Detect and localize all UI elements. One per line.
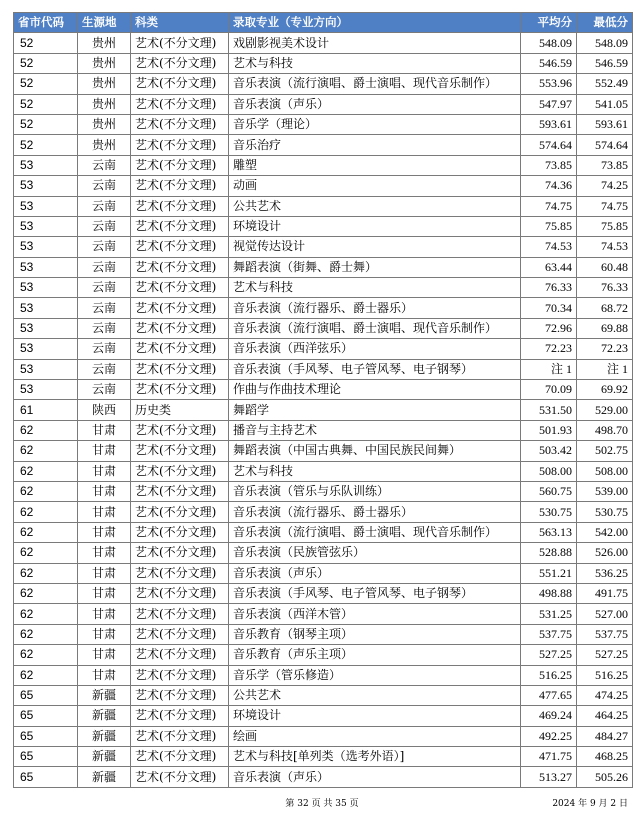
cell-origin: 云南 bbox=[78, 155, 131, 175]
cell-major: 视觉传达设计 bbox=[229, 237, 521, 257]
cell-province-code: 62 bbox=[14, 543, 78, 563]
table-row bbox=[14, 604, 633, 624]
cell-category: 艺术(不分文理) bbox=[131, 359, 229, 379]
cell-major: 舞蹈表演（中国古典舞、中国民族民间舞） bbox=[229, 441, 521, 461]
cell-lowest-score: 464.25 bbox=[577, 706, 633, 726]
cell-province-code: 53 bbox=[14, 257, 78, 277]
cell-category: 艺术(不分文理) bbox=[131, 665, 229, 685]
cell-average-score: 74.53 bbox=[521, 237, 577, 257]
cell-origin: 陕西 bbox=[78, 400, 131, 420]
cell-average-score: 530.75 bbox=[521, 502, 577, 522]
cell-province-code: 62 bbox=[14, 461, 78, 481]
cell-average-score: 553.96 bbox=[521, 74, 577, 94]
cell-origin: 云南 bbox=[78, 359, 131, 379]
cell-average-score: 75.85 bbox=[521, 216, 577, 236]
cell-province-code: 53 bbox=[14, 237, 78, 257]
cell-province-code: 53 bbox=[14, 298, 78, 318]
cell-major: 雕塑 bbox=[229, 155, 521, 175]
cell-category: 艺术(不分文理) bbox=[131, 94, 229, 114]
page-footer bbox=[0, 793, 644, 811]
cell-lowest-score: 527.25 bbox=[577, 645, 633, 665]
cell-lowest-score: 530.75 bbox=[577, 502, 633, 522]
cell-major: 公共艺术 bbox=[229, 196, 521, 216]
cell-province-code: 52 bbox=[14, 114, 78, 134]
cell-major: 动画 bbox=[229, 176, 521, 196]
cell-lowest-score: 73.85 bbox=[577, 155, 633, 175]
cell-lowest-score: 72.23 bbox=[577, 339, 633, 359]
cell-average-score: 72.96 bbox=[521, 318, 577, 338]
cell-category: 艺术(不分文理) bbox=[131, 502, 229, 522]
cell-province-code: 65 bbox=[14, 685, 78, 705]
cell-average-score: 531.25 bbox=[521, 604, 577, 624]
cell-category: 艺术(不分文理) bbox=[131, 135, 229, 155]
cell-origin: 新疆 bbox=[78, 767, 131, 787]
table-row bbox=[14, 624, 633, 644]
table-row bbox=[14, 502, 633, 522]
cell-province-code: 62 bbox=[14, 502, 78, 522]
cell-major: 音乐表演（声乐） bbox=[229, 94, 521, 114]
cell-major: 艺术与科技 bbox=[229, 53, 521, 73]
cell-average-score: 516.25 bbox=[521, 665, 577, 685]
cell-origin: 云南 bbox=[78, 176, 131, 196]
cell-lowest-score: 542.00 bbox=[577, 522, 633, 542]
cell-average-score: 498.88 bbox=[521, 583, 577, 603]
cell-category: 艺术(不分文理) bbox=[131, 706, 229, 726]
cell-origin: 甘肃 bbox=[78, 645, 131, 665]
table-row bbox=[14, 237, 633, 257]
cell-origin: 甘肃 bbox=[78, 502, 131, 522]
cell-province-code: 52 bbox=[14, 53, 78, 73]
cell-category: 艺术(不分文理) bbox=[131, 318, 229, 338]
table-row bbox=[14, 563, 633, 583]
cell-province-code: 52 bbox=[14, 135, 78, 155]
cell-lowest-score: 484.27 bbox=[577, 726, 633, 746]
print-date: 2024 年 9 月 2 日 bbox=[552, 799, 628, 809]
cell-province-code: 62 bbox=[14, 420, 78, 440]
admission-scores-sheet bbox=[13, 12, 632, 788]
cell-major: 音乐表演（民族管弦乐） bbox=[229, 543, 521, 563]
cell-average-score: 574.64 bbox=[521, 135, 577, 155]
cell-average-score: 560.75 bbox=[521, 481, 577, 501]
cell-origin: 贵州 bbox=[78, 53, 131, 73]
cell-major: 环境设计 bbox=[229, 216, 521, 236]
cell-average-score: 76.33 bbox=[521, 278, 577, 298]
cell-average-score: 547.97 bbox=[521, 94, 577, 114]
table-row bbox=[14, 645, 633, 665]
table-row bbox=[14, 583, 633, 603]
cell-category: 艺术(不分文理) bbox=[131, 481, 229, 501]
cell-lowest-score: 491.75 bbox=[577, 583, 633, 603]
cell-province-code: 52 bbox=[14, 33, 78, 53]
cell-average-score: 471.75 bbox=[521, 747, 577, 767]
table-row bbox=[14, 400, 633, 420]
cell-lowest-score: 526.00 bbox=[577, 543, 633, 563]
cell-lowest-score: 74.75 bbox=[577, 196, 633, 216]
cell-major: 音乐教育（声乐主项） bbox=[229, 645, 521, 665]
table-row bbox=[14, 522, 633, 542]
cell-average-score: 537.75 bbox=[521, 624, 577, 644]
cell-lowest-score: 593.61 bbox=[577, 114, 633, 134]
cell-major: 音乐表演（手风琴、电子管风琴、电子钢琴） bbox=[229, 583, 521, 603]
page-number: 第 32 页 共 35 页 bbox=[285, 799, 359, 809]
cell-province-code: 52 bbox=[14, 74, 78, 94]
cell-category: 艺术(不分文理) bbox=[131, 257, 229, 277]
cell-major: 音乐教育（钢琴主项） bbox=[229, 624, 521, 644]
table-row bbox=[14, 94, 633, 114]
cell-lowest-score: 74.53 bbox=[577, 237, 633, 257]
cell-category: 艺术(不分文理) bbox=[131, 583, 229, 603]
cell-origin: 甘肃 bbox=[78, 441, 131, 461]
cell-average-score: 501.93 bbox=[521, 420, 577, 440]
cell-average-score: 528.88 bbox=[521, 543, 577, 563]
cell-average-score: 74.75 bbox=[521, 196, 577, 216]
header-origin: 生源地 bbox=[78, 13, 131, 33]
cell-lowest-score: 552.49 bbox=[577, 74, 633, 94]
cell-lowest-score: 498.70 bbox=[577, 420, 633, 440]
cell-category: 艺术(不分文理) bbox=[131, 278, 229, 298]
cell-average-score: 531.50 bbox=[521, 400, 577, 420]
cell-origin: 甘肃 bbox=[78, 420, 131, 440]
cell-category: 艺术(不分文理) bbox=[131, 441, 229, 461]
cell-major: 音乐表演（管乐与乐队训练） bbox=[229, 481, 521, 501]
table-row bbox=[14, 318, 633, 338]
cell-major: 音乐表演（声乐） bbox=[229, 563, 521, 583]
cell-category: 艺术(不分文理) bbox=[131, 298, 229, 318]
cell-major: 公共艺术 bbox=[229, 685, 521, 705]
cell-province-code: 65 bbox=[14, 767, 78, 787]
table-header-row bbox=[14, 13, 633, 33]
cell-major: 音乐表演（手风琴、电子管风琴、电子钢琴） bbox=[229, 359, 521, 379]
cell-province-code: 62 bbox=[14, 665, 78, 685]
table-row bbox=[14, 257, 633, 277]
table-row bbox=[14, 114, 633, 134]
cell-category: 艺术(不分文理) bbox=[131, 726, 229, 746]
cell-major: 音乐治疗 bbox=[229, 135, 521, 155]
table-row bbox=[14, 278, 633, 298]
table-row bbox=[14, 481, 633, 501]
cell-lowest-score: 60.48 bbox=[577, 257, 633, 277]
cell-lowest-score: 574.64 bbox=[577, 135, 633, 155]
cell-average-score: 548.09 bbox=[521, 33, 577, 53]
cell-province-code: 61 bbox=[14, 400, 78, 420]
header-category: 科类 bbox=[131, 13, 229, 33]
cell-major: 音乐表演（流行器乐、爵士器乐） bbox=[229, 298, 521, 318]
cell-lowest-score: 529.00 bbox=[577, 400, 633, 420]
cell-major: 艺术与科技[单列类（选考外语）] bbox=[229, 747, 521, 767]
table-row bbox=[14, 216, 633, 236]
cell-category: 艺术(不分文理) bbox=[131, 604, 229, 624]
cell-category: 艺术(不分文理) bbox=[131, 114, 229, 134]
table-row bbox=[14, 74, 633, 94]
cell-major: 艺术与科技 bbox=[229, 278, 521, 298]
cell-category: 艺术(不分文理) bbox=[131, 155, 229, 175]
cell-average-score: 503.42 bbox=[521, 441, 577, 461]
cell-province-code: 53 bbox=[14, 339, 78, 359]
cell-category: 艺术(不分文理) bbox=[131, 33, 229, 53]
cell-category: 艺术(不分文理) bbox=[131, 624, 229, 644]
cell-origin: 新疆 bbox=[78, 706, 131, 726]
cell-major: 舞蹈学 bbox=[229, 400, 521, 420]
table-row bbox=[14, 135, 633, 155]
cell-average-score: 注 1 bbox=[521, 359, 577, 379]
cell-category: 艺术(不分文理) bbox=[131, 563, 229, 583]
cell-lowest-score: 546.59 bbox=[577, 53, 633, 73]
cell-category: 艺术(不分文理) bbox=[131, 176, 229, 196]
cell-province-code: 53 bbox=[14, 380, 78, 400]
cell-category: 艺术(不分文理) bbox=[131, 216, 229, 236]
header-lowest-score: 最低分 bbox=[577, 13, 633, 33]
header-province-code: 省市代码 bbox=[14, 13, 78, 33]
cell-origin: 云南 bbox=[78, 196, 131, 216]
cell-province-code: 53 bbox=[14, 196, 78, 216]
cell-category: 艺术(不分文理) bbox=[131, 74, 229, 94]
table-row bbox=[14, 33, 633, 53]
table-row bbox=[14, 665, 633, 685]
cell-average-score: 527.25 bbox=[521, 645, 577, 665]
cell-lowest-score: 68.72 bbox=[577, 298, 633, 318]
cell-province-code: 62 bbox=[14, 563, 78, 583]
cell-lowest-score: 539.00 bbox=[577, 481, 633, 501]
cell-origin: 甘肃 bbox=[78, 522, 131, 542]
cell-category: 艺术(不分文理) bbox=[131, 522, 229, 542]
cell-origin: 云南 bbox=[78, 318, 131, 338]
cell-origin: 甘肃 bbox=[78, 583, 131, 603]
cell-lowest-score: 74.25 bbox=[577, 176, 633, 196]
header-major: 录取专业（专业方向） bbox=[229, 13, 521, 33]
table-row bbox=[14, 685, 633, 705]
cell-category: 艺术(不分文理) bbox=[131, 461, 229, 481]
cell-average-score: 477.65 bbox=[521, 685, 577, 705]
table-row bbox=[14, 543, 633, 563]
cell-province-code: 53 bbox=[14, 278, 78, 298]
cell-major: 作曲与作曲技术理论 bbox=[229, 380, 521, 400]
cell-province-code: 52 bbox=[14, 94, 78, 114]
cell-lowest-score: 527.00 bbox=[577, 604, 633, 624]
cell-origin: 云南 bbox=[78, 278, 131, 298]
cell-origin: 贵州 bbox=[78, 135, 131, 155]
cell-major: 艺术与科技 bbox=[229, 461, 521, 481]
table-row bbox=[14, 53, 633, 73]
cell-province-code: 62 bbox=[14, 604, 78, 624]
cell-category: 艺术(不分文理) bbox=[131, 543, 229, 563]
cell-average-score: 563.13 bbox=[521, 522, 577, 542]
cell-origin: 甘肃 bbox=[78, 563, 131, 583]
cell-major: 音乐表演（西洋弦乐） bbox=[229, 339, 521, 359]
cell-major: 音乐表演（声乐） bbox=[229, 767, 521, 787]
cell-origin: 云南 bbox=[78, 257, 131, 277]
cell-origin: 甘肃 bbox=[78, 481, 131, 501]
table-row bbox=[14, 441, 633, 461]
table-row bbox=[14, 420, 633, 440]
cell-lowest-score: 76.33 bbox=[577, 278, 633, 298]
cell-origin: 甘肃 bbox=[78, 461, 131, 481]
cell-lowest-score: 541.05 bbox=[577, 94, 633, 114]
cell-lowest-score: 69.88 bbox=[577, 318, 633, 338]
cell-category: 艺术(不分文理) bbox=[131, 420, 229, 440]
cell-category: 艺术(不分文理) bbox=[131, 645, 229, 665]
cell-category: 艺术(不分文理) bbox=[131, 237, 229, 257]
cell-lowest-score: 468.25 bbox=[577, 747, 633, 767]
cell-province-code: 53 bbox=[14, 318, 78, 338]
cell-province-code: 53 bbox=[14, 176, 78, 196]
cell-category: 历史类 bbox=[131, 400, 229, 420]
cell-average-score: 70.34 bbox=[521, 298, 577, 318]
cell-origin: 贵州 bbox=[78, 114, 131, 134]
cell-origin: 云南 bbox=[78, 237, 131, 257]
cell-category: 艺术(不分文理) bbox=[131, 380, 229, 400]
cell-origin: 新疆 bbox=[78, 726, 131, 746]
cell-major: 舞蹈表演（街舞、爵士舞） bbox=[229, 257, 521, 277]
cell-average-score: 469.24 bbox=[521, 706, 577, 726]
cell-province-code: 62 bbox=[14, 645, 78, 665]
cell-origin: 新疆 bbox=[78, 685, 131, 705]
cell-average-score: 70.09 bbox=[521, 380, 577, 400]
cell-major: 音乐学（理论） bbox=[229, 114, 521, 134]
cell-origin: 云南 bbox=[78, 298, 131, 318]
cell-province-code: 62 bbox=[14, 583, 78, 603]
cell-province-code: 65 bbox=[14, 747, 78, 767]
header-average-score: 平均分 bbox=[521, 13, 577, 33]
cell-lowest-score: 505.26 bbox=[577, 767, 633, 787]
cell-province-code: 53 bbox=[14, 216, 78, 236]
table-row bbox=[14, 767, 633, 787]
cell-average-score: 513.27 bbox=[521, 767, 577, 787]
cell-origin: 贵州 bbox=[78, 33, 131, 53]
cell-origin: 甘肃 bbox=[78, 624, 131, 644]
cell-average-score: 73.85 bbox=[521, 155, 577, 175]
table-row bbox=[14, 726, 633, 746]
cell-lowest-score: 516.25 bbox=[577, 665, 633, 685]
cell-origin: 云南 bbox=[78, 380, 131, 400]
cell-major: 绘画 bbox=[229, 726, 521, 746]
table-row bbox=[14, 339, 633, 359]
cell-province-code: 62 bbox=[14, 441, 78, 461]
cell-province-code: 65 bbox=[14, 706, 78, 726]
cell-major: 音乐表演（流行器乐、爵士器乐） bbox=[229, 502, 521, 522]
cell-lowest-score: 548.09 bbox=[577, 33, 633, 53]
cell-origin: 云南 bbox=[78, 339, 131, 359]
table-row bbox=[14, 196, 633, 216]
cell-lowest-score: 536.25 bbox=[577, 563, 633, 583]
cell-average-score: 551.21 bbox=[521, 563, 577, 583]
table-row bbox=[14, 706, 633, 726]
cell-category: 艺术(不分文理) bbox=[131, 685, 229, 705]
cell-average-score: 63.44 bbox=[521, 257, 577, 277]
cell-major: 音乐表演（流行演唱、爵士演唱、现代音乐制作） bbox=[229, 522, 521, 542]
cell-category: 艺术(不分文理) bbox=[131, 747, 229, 767]
table-row bbox=[14, 359, 633, 379]
cell-origin: 云南 bbox=[78, 216, 131, 236]
cell-lowest-score: 508.00 bbox=[577, 461, 633, 481]
cell-category: 艺术(不分文理) bbox=[131, 196, 229, 216]
cell-average-score: 72.23 bbox=[521, 339, 577, 359]
cell-category: 艺术(不分文理) bbox=[131, 767, 229, 787]
cell-major: 音乐表演（西洋木管） bbox=[229, 604, 521, 624]
cell-lowest-score: 75.85 bbox=[577, 216, 633, 236]
table-row bbox=[14, 380, 633, 400]
cell-province-code: 62 bbox=[14, 522, 78, 542]
cell-origin: 贵州 bbox=[78, 94, 131, 114]
cell-lowest-score: 537.75 bbox=[577, 624, 633, 644]
cell-lowest-score: 注 1 bbox=[577, 359, 633, 379]
cell-origin: 甘肃 bbox=[78, 665, 131, 685]
cell-major: 播音与主持艺术 bbox=[229, 420, 521, 440]
cell-lowest-score: 502.75 bbox=[577, 441, 633, 461]
table-row bbox=[14, 155, 633, 175]
cell-major: 音乐学（管乐修造） bbox=[229, 665, 521, 685]
cell-lowest-score: 474.25 bbox=[577, 685, 633, 705]
cell-province-code: 53 bbox=[14, 155, 78, 175]
cell-category: 艺术(不分文理) bbox=[131, 339, 229, 359]
admission-scores-table bbox=[13, 12, 633, 788]
cell-average-score: 74.36 bbox=[521, 176, 577, 196]
cell-major: 音乐表演（流行演唱、爵士演唱、现代音乐制作） bbox=[229, 318, 521, 338]
cell-average-score: 508.00 bbox=[521, 461, 577, 481]
cell-origin: 甘肃 bbox=[78, 604, 131, 624]
table-row bbox=[14, 747, 633, 767]
cell-category: 艺术(不分文理) bbox=[131, 53, 229, 73]
table-body bbox=[14, 33, 633, 787]
cell-major: 环境设计 bbox=[229, 706, 521, 726]
table-row bbox=[14, 298, 633, 318]
cell-major: 音乐表演（流行演唱、爵士演唱、现代音乐制作） bbox=[229, 74, 521, 94]
cell-origin: 新疆 bbox=[78, 747, 131, 767]
cell-average-score: 593.61 bbox=[521, 114, 577, 134]
cell-origin: 贵州 bbox=[78, 74, 131, 94]
cell-province-code: 53 bbox=[14, 359, 78, 379]
cell-lowest-score: 69.92 bbox=[577, 380, 633, 400]
cell-major: 戏剧影视美术设计 bbox=[229, 33, 521, 53]
cell-origin: 甘肃 bbox=[78, 543, 131, 563]
table-row bbox=[14, 176, 633, 196]
cell-average-score: 492.25 bbox=[521, 726, 577, 746]
cell-province-code: 62 bbox=[14, 481, 78, 501]
table-row bbox=[14, 461, 633, 481]
cell-province-code: 62 bbox=[14, 624, 78, 644]
cell-average-score: 546.59 bbox=[521, 53, 577, 73]
cell-province-code: 65 bbox=[14, 726, 78, 746]
